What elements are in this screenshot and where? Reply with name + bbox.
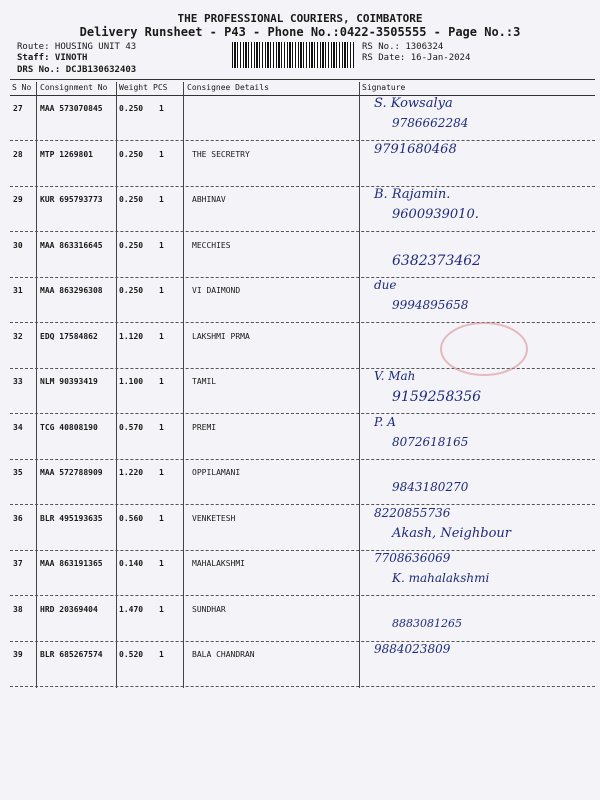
- row-consignee: ABHINAV: [192, 195, 226, 204]
- row-weight: 0.250: [119, 104, 144, 113]
- row-sno: 28: [13, 149, 23, 159]
- header-top-rule: [10, 79, 595, 80]
- delivery-stamp: [440, 322, 528, 376]
- row-separator: [10, 504, 595, 505]
- row-separator: [10, 277, 595, 278]
- row-pcs: 1: [159, 513, 164, 523]
- row-sno: 29: [13, 195, 23, 204]
- row-sno: 27: [13, 104, 23, 113]
- row-signature-phone: 8883081265: [392, 616, 462, 630]
- row-signature-phone: Akash, Neighbour: [392, 525, 511, 541]
- row-separator: [10, 231, 595, 232]
- row-pcs: 1: [159, 149, 164, 159]
- row-pcs: 1: [159, 286, 164, 295]
- row-consignment-no: MAA 572788909: [40, 468, 103, 477]
- company-title: THE PROFESSIONAL COURIERS, COIMBATORE: [177, 12, 423, 25]
- row-signature-phone: 9843180270: [392, 480, 469, 494]
- col-header-consignment: Consignment No: [40, 83, 108, 92]
- row-sno: 33: [13, 377, 23, 386]
- row-consignment-no: EDQ 17584862: [40, 331, 98, 341]
- row-sno: 31: [13, 286, 23, 295]
- row-sno: 35: [13, 468, 23, 477]
- column-divider: [36, 82, 37, 688]
- col-header-pcs: PCS: [153, 83, 168, 92]
- row-consignee: LAKSHMI PRMA: [192, 331, 250, 341]
- row-signature-phone: 9994895658: [392, 298, 469, 312]
- drs-number: DRS No.: DCJB130632403: [17, 65, 137, 75]
- row-weight: 0.250: [119, 195, 144, 204]
- row-consignment-no: TCG 40808190: [40, 422, 98, 432]
- row-pcs: 1: [159, 422, 164, 432]
- row-consignee: BALA CHANDRAN: [192, 650, 255, 659]
- row-pcs: 1: [159, 240, 164, 250]
- row-sno: 38: [13, 604, 23, 614]
- row-consignment-no: MAA 863296308: [40, 286, 103, 295]
- row-weight: 0.250: [119, 149, 144, 159]
- row-pcs: 1: [159, 331, 164, 341]
- row-weight: 1.220: [119, 468, 144, 477]
- row-signature-phone: 8072618165: [392, 434, 469, 449]
- rs-date: RS Date: 16-Jan-2024: [362, 53, 471, 63]
- row-weight: 1.470: [119, 604, 144, 614]
- row-separator: [10, 641, 595, 642]
- row-weight: 0.570: [119, 422, 144, 432]
- column-divider: [116, 82, 117, 688]
- row-signature-name: V. Mah: [374, 369, 416, 383]
- row-consignee: TAMIL: [192, 377, 217, 386]
- row-separator: [10, 550, 595, 551]
- rs-number: RS No.: 1306324: [362, 42, 444, 52]
- row-signature-name: 7708636069: [374, 551, 451, 565]
- row-separator: [10, 322, 595, 323]
- row-consignee: VENKETESH: [192, 513, 236, 523]
- row-sno: 39: [13, 650, 23, 659]
- row-consignee: PREMI: [192, 422, 217, 432]
- col-header-signature: Signature: [362, 83, 406, 92]
- row-consignee: SUNDHAR: [192, 604, 226, 614]
- row-signature-phone: 9786662284: [392, 116, 469, 130]
- col-header-consignee: Consignee Details: [187, 83, 269, 92]
- row-pcs: 1: [159, 559, 164, 568]
- row-weight: 0.140: [119, 559, 144, 568]
- col-header-sno: S No: [12, 83, 32, 92]
- row-consignment-no: KUR 695793773: [40, 195, 103, 204]
- row-signature-name: due: [374, 278, 397, 292]
- row-separator: [10, 686, 595, 687]
- row-sno: 30: [13, 240, 23, 250]
- row-weight: 0.250: [119, 240, 144, 250]
- row-pcs: 1: [159, 377, 164, 386]
- barcode: [232, 42, 354, 68]
- row-consignment-no: NLM 90393419: [40, 377, 98, 386]
- column-divider: [359, 82, 360, 688]
- row-weight: 0.250: [119, 286, 144, 295]
- row-pcs: 1: [159, 195, 164, 204]
- row-signature-name: S. Kowsalya: [374, 96, 453, 111]
- row-signature-name: P. A: [374, 414, 396, 429]
- row-consignee: MECCHIES: [192, 240, 231, 250]
- row-consignment-no: BLR 495193635: [40, 513, 103, 523]
- row-weight: 1.120: [119, 331, 144, 341]
- runsheet-subtitle: Delivery Runsheet - P43 - Phone No.:0422-3505555 - Page No.:3: [79, 25, 521, 39]
- row-consignment-no: MAA 863191365: [40, 559, 103, 568]
- col-header-weight: Weight: [119, 83, 148, 92]
- header-bottom-rule: [10, 95, 595, 96]
- row-consignee: OPPILAMANI: [192, 468, 241, 477]
- row-pcs: 1: [159, 650, 164, 659]
- row-sno: 32: [13, 331, 23, 341]
- row-pcs: 1: [159, 604, 164, 614]
- row-sno: 36: [13, 513, 23, 523]
- row-weight: 1.100: [119, 377, 144, 386]
- row-separator: [10, 595, 595, 596]
- row-weight: 0.560: [119, 513, 144, 523]
- route-label: Route: HOUSING UNIT 43: [17, 42, 137, 52]
- row-signature-name: B. Rajamin.: [374, 187, 451, 202]
- row-signature-name: 8220855736: [374, 505, 451, 520]
- row-separator: [10, 413, 595, 414]
- row-signature-phone: 6382373462: [392, 252, 482, 269]
- staff-label: Staff: VINOTH: [17, 53, 88, 63]
- row-consignment-no: MAA 863316645: [40, 240, 103, 250]
- row-consignment-no: MAA 573070845: [40, 104, 103, 113]
- row-consignment-no: HRD 20369404: [40, 604, 98, 614]
- row-sno: 34: [13, 422, 23, 432]
- row-consignee: MAHALAKSHMI: [192, 559, 245, 568]
- row-pcs: 1: [159, 104, 164, 113]
- row-sno: 37: [13, 559, 23, 568]
- row-pcs: 1: [159, 468, 164, 477]
- row-consignment-no: BLR 685267574: [40, 650, 103, 659]
- row-signature-phone: 9600939010.: [392, 207, 479, 222]
- row-consignee: VI DAIMOND: [192, 286, 241, 295]
- column-divider: [183, 82, 184, 688]
- row-signature-name: 9884023809: [374, 642, 451, 656]
- row-signature-phone: K. mahalakshmi: [392, 571, 490, 585]
- row-consignment-no: MTP 1269801: [40, 149, 93, 159]
- row-consignee: THE SECRETRY: [192, 149, 250, 159]
- row-signature-phone: 9159258356: [392, 389, 482, 405]
- row-separator: [10, 459, 595, 460]
- row-signature-name: 9791680468: [374, 141, 457, 157]
- row-separator: [10, 186, 595, 187]
- row-separator: [10, 140, 595, 141]
- row-weight: 0.520: [119, 650, 144, 659]
